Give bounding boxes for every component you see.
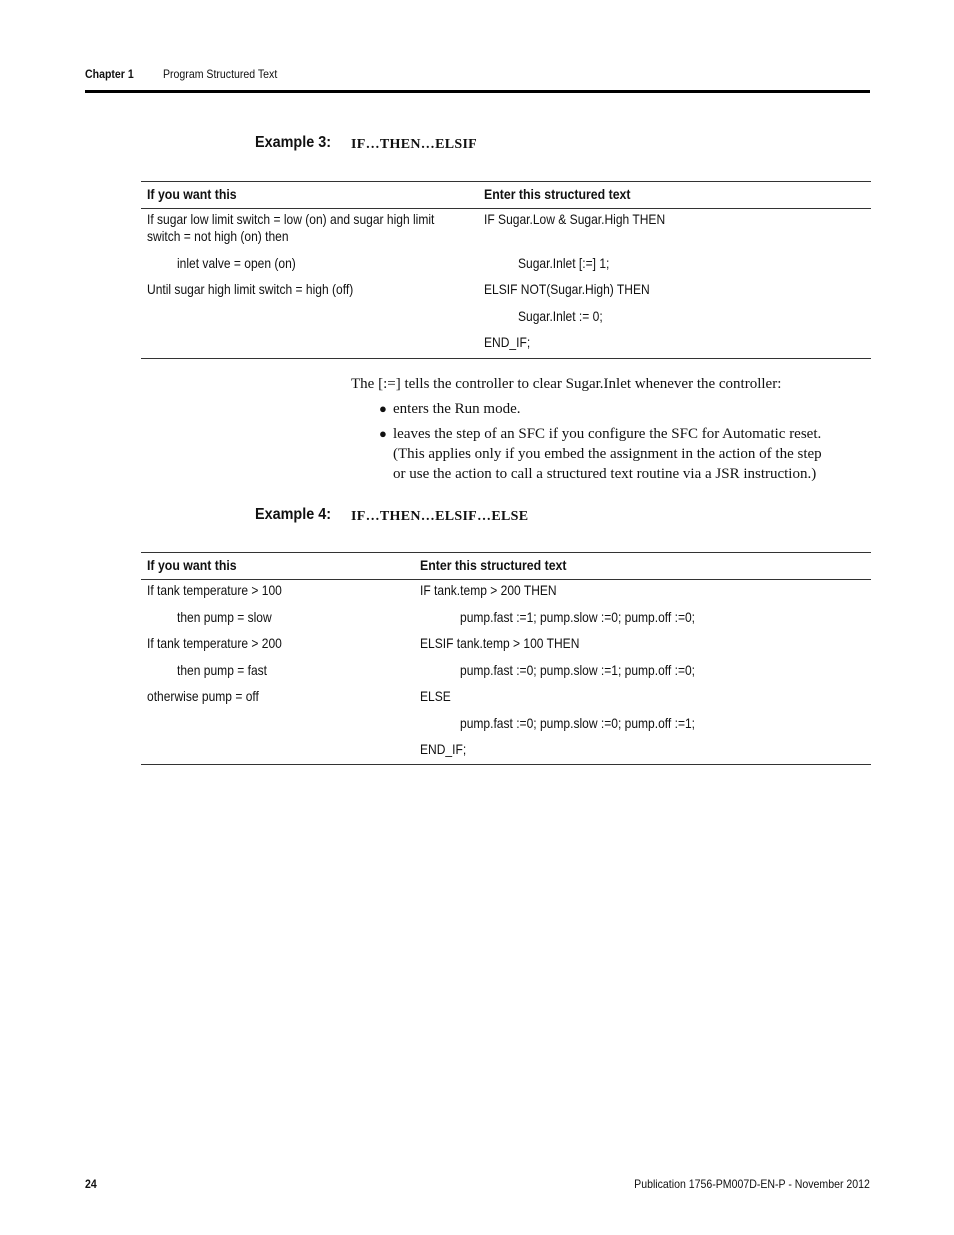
table-cell: switch = not high (on) then <box>147 228 289 244</box>
table-cell: IF Sugar.Low & Sugar.High THEN <box>484 211 666 227</box>
table-cell: then pump = fast <box>177 662 268 678</box>
bullet-icon: ● <box>379 426 387 441</box>
table-cell: END_IF; <box>484 334 531 350</box>
table-cell: ELSIF tank.temp > 100 THEN <box>420 635 580 651</box>
table-header <box>141 182 871 209</box>
table-cell: Sugar.Inlet := 0; <box>518 308 603 324</box>
bullet-icon: ● <box>379 401 387 416</box>
table-cell: If tank temperature > 200 <box>147 635 282 651</box>
example-3-subtitle: IF…THEN…ELSIF <box>351 137 478 152</box>
table-cell: pump.fast :=1; pump.slow :=0; pump.off :=0; <box>460 609 696 625</box>
example-4-label: Example 4: <box>255 506 332 523</box>
example-3-label: Example 3: <box>255 134 332 151</box>
bullet-item-continued: (This applies only if you embed the assignment in the action of the step <box>393 446 822 462</box>
table-cell: then pump = slow <box>177 609 272 625</box>
bullet-item: enters the Run mode. <box>393 401 521 417</box>
note-paragraph: The [:=] tells the controller to clear Sugar.Inlet whenever the controller: <box>351 376 782 392</box>
table-cell: END_IF; <box>420 741 467 757</box>
page-header <box>85 66 870 93</box>
example-4-table <box>141 552 871 765</box>
table-cell: ELSIF NOT(Sugar.High) THEN <box>484 281 650 297</box>
chapter-label: Chapter 1 <box>85 67 134 81</box>
publication-info: Publication 1756-PM007D-EN-P - November 2012 <box>634 1177 870 1191</box>
column-header-want: If you want this <box>147 557 237 573</box>
table-cell: inlet valve = open (on) <box>177 255 296 271</box>
table-cell: otherwise pump = off <box>147 688 259 704</box>
table-cell: If sugar low limit switch = low (on) and sugar high limit <box>147 211 435 227</box>
column-header-code: Enter this structured text <box>420 557 567 573</box>
table-cell: If tank temperature > 100 <box>147 582 282 598</box>
column-header-code: Enter this structured text <box>484 186 631 202</box>
table-cell: pump.fast :=0; pump.slow :=0; pump.off :=1; <box>460 715 696 731</box>
table-header <box>141 553 871 580</box>
table-cell: pump.fast :=0; pump.slow :=1; pump.off :=0; <box>460 662 696 678</box>
bullet-item-continued: or use the action to call a structured text routine via a JSR instruction.) <box>393 466 817 482</box>
table-cell: Until sugar high limit switch = high (off) <box>147 281 354 297</box>
example-3-table <box>141 181 871 359</box>
table-cell: Sugar.Inlet [:=] 1; <box>518 255 610 271</box>
chapter-title: Program Structured Text <box>163 67 278 81</box>
example-4-subtitle: IF…THEN…ELSIF…ELSE <box>351 509 529 524</box>
table-cell: IF tank.temp > 200 THEN <box>420 582 557 598</box>
column-header-want: If you want this <box>147 186 237 202</box>
bullet-item: leaves the step of an SFC if you configure the SFC for Automatic reset. <box>393 426 822 442</box>
page-number: 24 <box>85 1177 97 1191</box>
table-cell: ELSE <box>420 688 451 704</box>
